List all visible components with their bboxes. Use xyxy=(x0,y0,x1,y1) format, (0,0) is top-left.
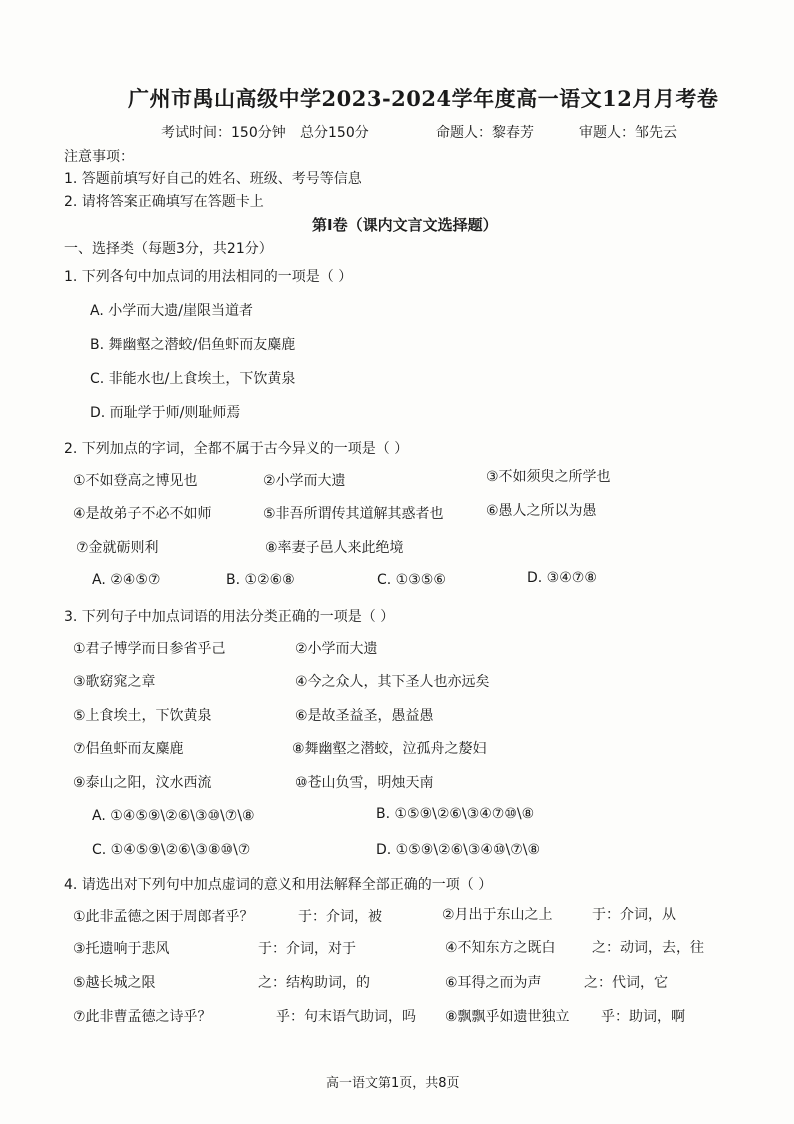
q4-sentence: ④不知东方之既白 xyxy=(445,940,556,956)
q2-option-d: D. ③④⑦⑧ xyxy=(527,570,597,586)
q3-option-a: A. ①④⑤⑨\②⑥\③⑩\⑦\⑧ xyxy=(92,808,255,824)
exam-time: 考试时间：150分钟 xyxy=(161,125,286,141)
q2-item: ⑧率妻子邑人来此绝境 xyxy=(265,540,404,556)
q4-note: 乎：句末语气助词，吗 xyxy=(276,1009,416,1025)
q4-sentence: ⑤越长城之限 xyxy=(73,975,156,991)
q2-item: ⑤非吾所谓传其道解其惑者也 xyxy=(263,506,444,522)
q4-sentence: ③托遗响于悲风 xyxy=(73,941,170,957)
q1-stem: 1. 下列各句中加点词的用法相同的一项是（ ） xyxy=(64,269,353,285)
q4-sentence: ⑥耳得之而为声 xyxy=(445,975,542,991)
section-title: 第Ⅰ卷（课内文言文选择题） xyxy=(312,216,498,234)
q2-item: ⑥愚人之所以为愚 xyxy=(486,503,597,519)
q1-option-c: C. 非能水也/上食埃土，下饮黄泉 xyxy=(90,371,296,387)
q3-option-b: B. ①⑤⑨\②⑥\③④⑦⑩\⑧ xyxy=(376,806,535,822)
q2-option-b: B. ①②⑥⑧ xyxy=(226,572,295,588)
q3-item: ⑤上食埃土，下饮黄泉 xyxy=(73,708,212,724)
q3-item: ③歌窈窕之章 xyxy=(73,674,156,690)
q3-item: ⑦侣鱼虾而友麋鹿 xyxy=(73,741,184,757)
q4-note: 于：介词，对于 xyxy=(258,941,356,957)
q3-item: ⑩苍山负雪，明烛天南 xyxy=(295,775,434,791)
q4-note: 之：代词，它 xyxy=(584,975,668,991)
q2-item: ④是故弟子不必不如师 xyxy=(73,506,212,522)
q2-option-c: C. ①③⑤⑥ xyxy=(377,572,446,588)
q3-item: ⑥是故圣益圣，愚益愚 xyxy=(295,708,434,724)
q3-option-d: D. ①⑤⑨\②⑥\③④⑩\⑦\⑧ xyxy=(376,842,541,858)
q4-note: 于：介词，从 xyxy=(592,907,676,923)
q4-note: 之：结构助词，的 xyxy=(258,975,370,991)
note-item: 1. 答题前填写好自己的姓名、班级、考号等信息 xyxy=(64,171,362,187)
q2-stem: 2. 下列加点的字词，全都不属于古今异义的一项是（ ） xyxy=(64,441,409,457)
q4-stem: 4. 请选出对下列句中加点虚词的意义和用法解释全部正确的一项（ ） xyxy=(64,877,493,893)
q4-note: 之：动词，去，往 xyxy=(592,940,704,956)
part-one-heading: 一、选择类（每题3分，共21分） xyxy=(64,241,273,257)
q3-option-c: C. ①④⑤⑨\②⑥\③⑧⑩\⑦ xyxy=(92,842,251,858)
q4-sentence: ⑧飘飘乎如遗世独立 xyxy=(445,1009,570,1025)
q1-option-a: A. 小学而大遗/崖限当道者 xyxy=(90,303,253,319)
notes-heading: 注意事项： xyxy=(64,149,134,165)
q1-option-d: D. 而耻学于师/则耻师焉 xyxy=(90,405,241,421)
q4-sentence: ⑦此非曹孟德之诗乎？ xyxy=(73,1009,212,1025)
q2-option-a: A. ②④⑤⑦ xyxy=(92,572,161,588)
q4-note: 于：介词，被 xyxy=(298,909,382,925)
page-footer: 高一语文第1页，共8页 xyxy=(326,1076,460,1091)
q4-sentence: ①此非孟德之困于周郎者乎？ xyxy=(73,909,254,925)
q3-item: ④今之众人，其下圣人也亦远矣 xyxy=(295,674,490,690)
q2-item: ⑦金就砺则利 xyxy=(76,540,159,556)
q2-item: ②小学而大遗 xyxy=(263,473,346,489)
q3-item: ⑨泰山之阳，汶水西流 xyxy=(73,775,212,791)
reviewer: 审题人：邹先云 xyxy=(579,125,677,141)
q3-item: ②小学而大遗 xyxy=(295,641,378,657)
total-score: 总分150分 xyxy=(300,125,369,141)
note-item: 2. 请将答案正确填写在答题卡上 xyxy=(64,194,264,210)
author: 命题人：黎春芳 xyxy=(436,125,534,141)
q3-item: ⑧舞幽壑之潜蛟，泣孤舟之嫠妇 xyxy=(292,741,487,757)
q3-item: ①君子博学而日参省乎己 xyxy=(73,641,226,657)
q1-option-b: B. 舞幽壑之潜蛟/侣鱼虾而友麋鹿 xyxy=(90,337,296,353)
q4-note: 乎：助词，啊 xyxy=(601,1009,685,1025)
q2-item: ③不如须臾之所学也 xyxy=(486,469,611,485)
q2-item: ①不如登高之博见也 xyxy=(73,473,198,489)
q4-sentence: ②月出于东山之上 xyxy=(442,907,553,923)
q3-stem: 3. 下列句子中加点词语的用法分类正确的一项是（ ） xyxy=(64,609,395,625)
exam-title: 广州市禺山高级中学2023-2024学年度高一语文12月月考卷 xyxy=(128,86,719,111)
